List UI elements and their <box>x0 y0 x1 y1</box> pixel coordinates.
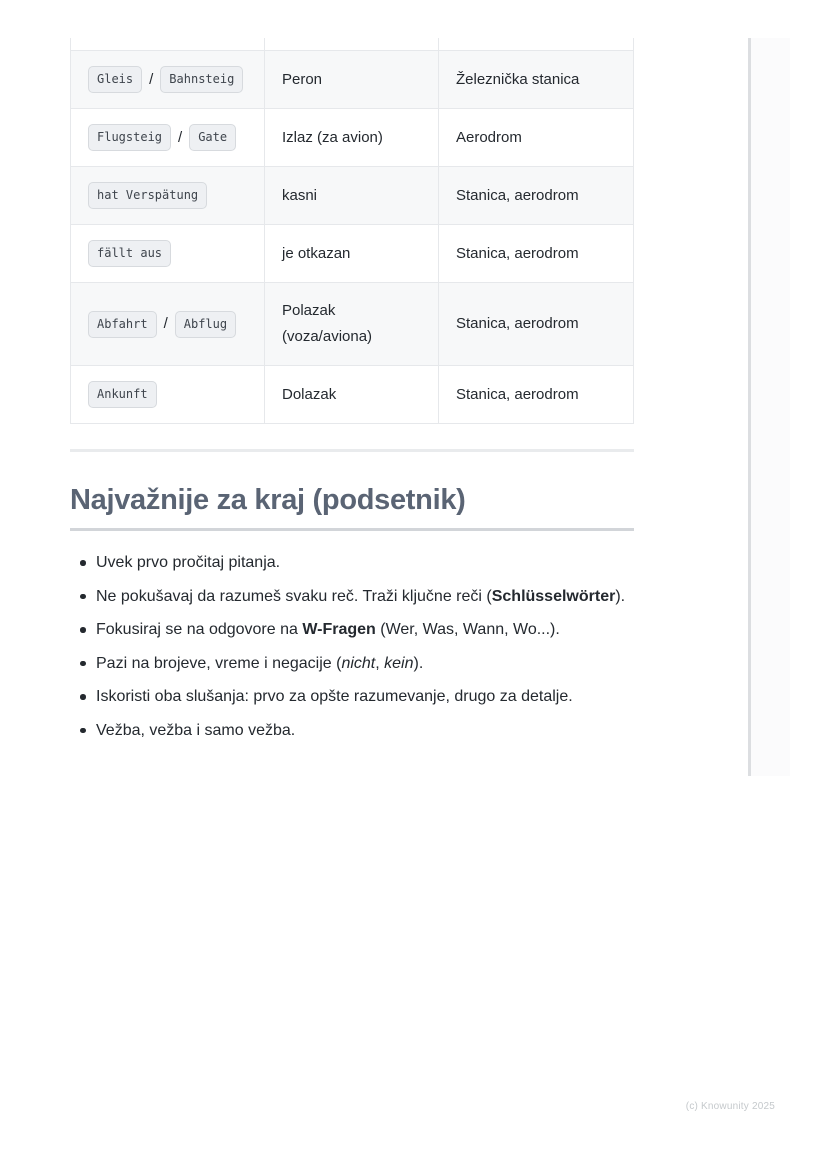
table-row <box>71 365 633 423</box>
term-cell <box>71 167 264 224</box>
badge-separator: / <box>163 315 168 332</box>
badge-separator: / <box>149 70 154 88</box>
meaning-text: Izlaz (za avion) <box>282 128 383 146</box>
context-text: Železnička stanica <box>456 70 580 88</box>
context-text: Aerodrom <box>456 128 522 146</box>
context-cell <box>438 167 633 224</box>
table-row <box>71 224 633 282</box>
meaning-cell <box>264 225 438 282</box>
list-item-text: Iskoristi oba slušanja: prvo za opšte razumevanje, drugo za detalje. <box>96 688 573 705</box>
list-item <box>96 714 634 748</box>
document-content <box>70 38 634 747</box>
list-item-text: W-Fragen <box>302 621 376 638</box>
table-row <box>71 282 633 365</box>
table-row-clipped <box>71 38 633 50</box>
vocab-table <box>70 38 634 424</box>
table-row <box>71 108 633 166</box>
list-item-text: ). <box>615 587 626 605</box>
term-cell <box>71 283 264 365</box>
list-item-text: Uvek prvo pročitaj pitanja. <box>96 554 281 571</box>
list-item <box>96 680 634 714</box>
table-cell <box>71 38 264 50</box>
badge-separator: / <box>178 128 183 146</box>
list-item-text: kein <box>384 654 414 672</box>
context-text: Stanica, aerodrom <box>456 244 579 262</box>
vocab-term-badge: Bahnsteig <box>160 66 243 93</box>
vocab-term-badge: fällt aus <box>88 240 171 267</box>
term-cell <box>71 51 264 108</box>
list-item-text: ). <box>413 654 424 672</box>
list-item <box>96 613 634 647</box>
list-item-text: Vežba, vežba i samo vežba. <box>96 721 296 739</box>
context-cell <box>438 283 633 365</box>
vocab-term-badge: Abfahrt <box>88 311 157 338</box>
reminder-list <box>70 546 634 747</box>
vocab-term-badge: hat Verspätung <box>88 182 207 209</box>
vocab-term-badge: Gate <box>189 124 236 151</box>
vocab-term-badge: Gleis <box>88 66 142 93</box>
list-item <box>96 546 634 580</box>
context-text: Stanica, aerodrom <box>456 385 579 403</box>
scrollbar[interactable] <box>748 38 790 776</box>
term-cell <box>71 366 264 423</box>
list-item-text: , <box>375 654 385 672</box>
meaning-cell <box>264 51 438 108</box>
list-item-text: nicht <box>341 654 376 672</box>
footer-copyright: (c) Knowunity 2025 <box>685 1101 775 1112</box>
meaning-text: Polazak (voza/aviona) <box>282 302 373 345</box>
table-row <box>71 166 633 224</box>
vocab-term-badge: Ankunft <box>88 381 157 408</box>
list-item <box>96 647 634 681</box>
list-item-text: Fokusiraj se na odgovore na <box>96 621 303 638</box>
list-item-text: Ne pokušavaj da razumeš svaku reč. Traži ključne reči ( <box>96 587 492 605</box>
table-row <box>71 50 633 108</box>
meaning-cell <box>264 283 438 365</box>
meaning-text: kasni <box>282 186 318 204</box>
list-item <box>96 580 634 614</box>
meaning-cell <box>264 167 438 224</box>
context-cell <box>438 225 633 282</box>
meaning-cell <box>264 366 438 423</box>
section-divider <box>70 449 634 452</box>
vocab-term-badge: Abflug <box>175 311 236 338</box>
term-cell <box>71 109 264 166</box>
list-item-text: Pazi na brojeve, vreme i negacije ( <box>96 654 342 672</box>
context-text: Stanica, aerodrom <box>456 315 579 332</box>
list-item-text: (Wer, Was, Wann, Wo...). <box>375 621 560 638</box>
context-cell <box>438 109 633 166</box>
context-cell <box>438 51 633 108</box>
table-cell <box>264 38 438 50</box>
context-text: Stanica, aerodrom <box>456 186 579 204</box>
section-heading: Najvažnije za kraj (podsetnik) <box>70 482 634 531</box>
context-cell <box>438 366 633 423</box>
meaning-cell <box>264 109 438 166</box>
meaning-text: Dolazak <box>282 385 337 403</box>
meaning-text: je otkazan <box>282 244 351 262</box>
vocab-term-badge: Flugsteig <box>88 124 171 151</box>
term-cell <box>71 225 264 282</box>
table-cell <box>438 38 633 50</box>
list-item-text: Schlüsselwörter <box>491 587 616 605</box>
meaning-text: Peron <box>282 70 323 88</box>
